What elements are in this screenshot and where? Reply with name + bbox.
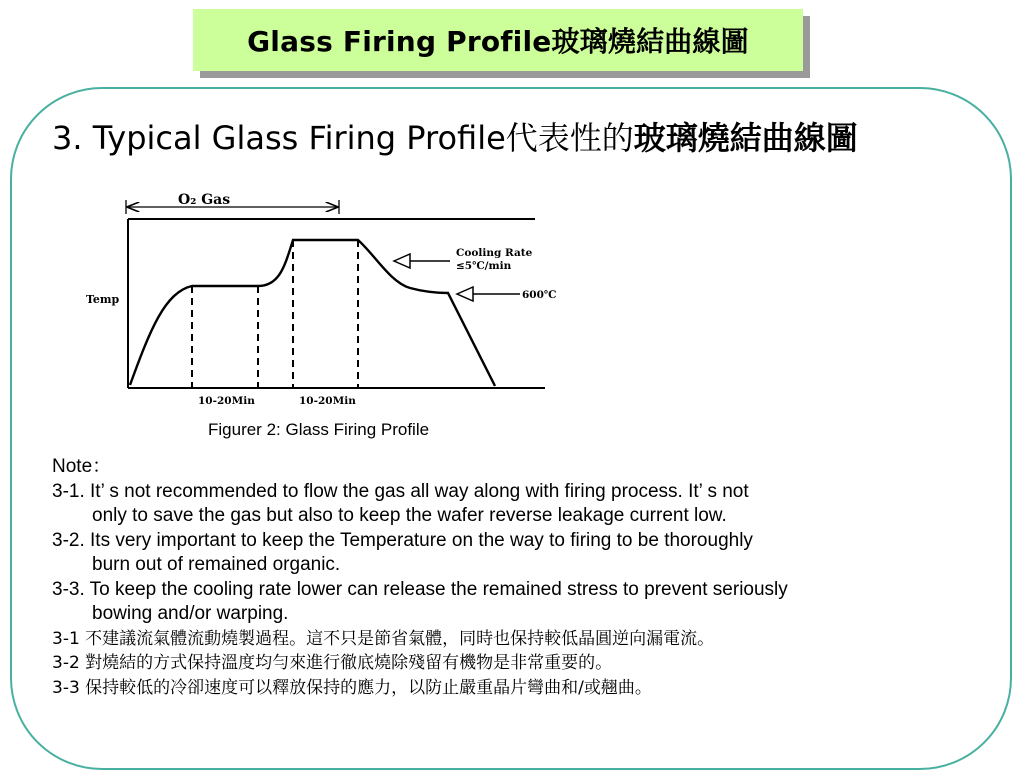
note-line: only to save the gas but also to keep the wafer reverse leakage current low.	[92, 505, 727, 526]
section-heading-text: 3. Typical Glass Firing Profile代表性的	[52, 119, 634, 157]
temp-600-label: 600℃	[522, 289, 557, 301]
slide-title: Glass Firing Profile玻璃燒結曲線圖	[247, 25, 749, 58]
notes-block	[52, 455, 788, 700]
note-line: 3-2. Its very important to keep the Temperature on the way to firing to be thoroughly	[52, 529, 753, 551]
interval-label-1: 10-20Min	[198, 395, 255, 407]
temp-label: Temp	[86, 293, 120, 306]
note-line-zh: 3-3 保持較低的冷卻速度可以釋放保持的應力，以防止嚴重晶片彎曲和/或翹曲。	[52, 677, 652, 698]
note-line: bowing and/or warping.	[92, 603, 289, 624]
note-line: 3-1. It’ s not recommended to flow the gas all way along with firing process. It’ s not	[52, 480, 749, 502]
cooling-rate-value: ≤5℃/min	[456, 260, 512, 272]
note-line-zh: 3-2 對燒結的方式保持溫度均勻來進行徹底燒除殘留有機物是非常重要的。	[52, 653, 613, 673]
cooling-arrow-head	[394, 254, 410, 268]
note-line: 3-3. To keep the cooling rate lower can release the remained stress to prevent seriously	[52, 578, 788, 600]
note-line-zh: 3-1 不建議流氣體流動燒製過程。這不只是節省氣體，同時也保持較低晶圓逆向漏電流。	[52, 628, 715, 649]
section-heading-bold: 玻璃燒結曲線圖	[633, 119, 858, 157]
cooling-rate-label: Cooling Rate	[456, 247, 533, 259]
notes-heading: Note：	[52, 456, 112, 477]
figure-caption: Figurer 2: Glass Firing Profile	[208, 420, 430, 439]
temp-600-arrow-head	[457, 287, 473, 301]
interval-label-2: 10-20Min	[299, 395, 356, 407]
gas-label: O₂ Gas	[178, 192, 231, 208]
firing-profile-curve	[130, 240, 495, 386]
note-line: burn out of remained organic.	[92, 554, 341, 575]
